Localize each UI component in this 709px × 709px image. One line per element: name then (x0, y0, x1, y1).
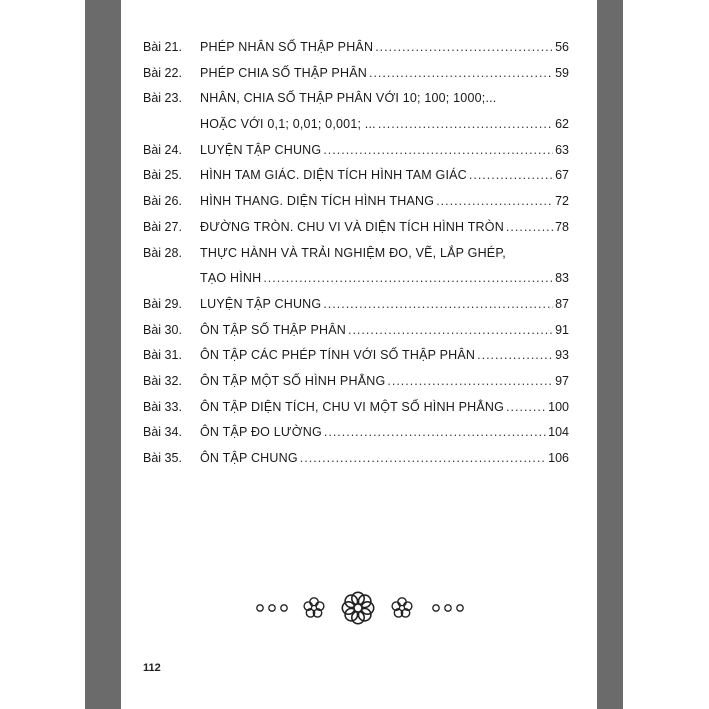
toc-entry-31 (143, 348, 569, 374)
lesson-title: TẠO HÌNH (200, 271, 262, 286)
page-ref: 56 (555, 40, 569, 54)
lesson-number: Bài 34. (143, 425, 182, 440)
page-ref: 59 (555, 65, 569, 80)
toc-entry-30 (143, 323, 569, 349)
lesson-title: LUYỆN TẬP CHUNG (200, 296, 322, 311)
lesson-title: HÌNH TAM GIÁC. DIỆN TÍCH HÌNH TAM GIÁC (200, 168, 467, 183)
dot-leader (506, 220, 553, 234)
lesson-title: ĐƯỜNG TRÒN. CHU VI VÀ DIỆN TÍCH HÌNH TRÒN (200, 219, 504, 234)
toc-entry-33 (143, 400, 569, 426)
toc-entry-22 (143, 66, 569, 92)
lesson-title: HÌNH THANG. DIỆN TÍCH HÌNH THANG (200, 194, 435, 209)
lesson-title: THỰC HÀNH VÀ TRẢI NGHIỆM ĐO, VẼ, LẮP GHÉP, (200, 245, 506, 260)
lesson-title: ÔN TẬP MỘT SỐ HÌNH PHẲNG (200, 373, 386, 388)
page-ref: 78 (555, 219, 569, 234)
toc-entry-28-continued (143, 271, 569, 297)
toc-entry-24 (143, 143, 569, 169)
dot-leader (378, 117, 553, 131)
lesson-number: Bài 25. (143, 168, 182, 183)
toc-entry-23 (143, 91, 569, 117)
dot-leader (436, 194, 553, 208)
lesson-title: LUYỆN TẬP CHUNG (200, 142, 322, 157)
page-ref: 91 (555, 322, 569, 337)
lesson-title: NHÂN, CHIA SỐ THẬP PHÂN VỚI 10; 100; 1000;... (200, 91, 497, 106)
page-ref: 97 (555, 373, 569, 388)
dot-leader (323, 297, 553, 311)
dot-leader (387, 374, 553, 388)
toc-entry-27 (143, 220, 569, 246)
lesson-number: Bài 30. (143, 322, 182, 337)
page-ref: 100 (548, 399, 569, 414)
toc-entry-25 (143, 168, 569, 194)
page-ref: 67 (555, 168, 569, 183)
toc-entry-21 (143, 40, 569, 66)
lesson-number: Bài 23. (143, 91, 182, 106)
toc-entry-32 (143, 374, 569, 400)
lesson-number: Bài 22. (143, 65, 182, 80)
page-ref: 106 (548, 451, 569, 465)
left-gray-margin-bar (85, 0, 121, 709)
page-ref: 93 (555, 348, 569, 363)
lesson-title: ÔN TẬP CÁC PHÉP TÍNH VỚI SỐ THẬP PHÂN (200, 348, 476, 363)
lesson-number: Bài 29. (143, 296, 182, 311)
toc-entry-35 (143, 451, 569, 477)
lesson-number: Bài 31. (143, 348, 182, 363)
lesson-number: Bài 32. (143, 373, 182, 388)
lesson-title: PHÉP CHIA SỐ THẬP PHÂN (200, 65, 367, 80)
page-ref: 62 (555, 117, 569, 132)
table-of-contents (143, 40, 569, 477)
dot-leader (263, 271, 553, 285)
lesson-title: ÔN TẬP SỐ THẬP PHÂN (200, 322, 346, 337)
dot-leader (300, 451, 546, 465)
lesson-number: Bài 27. (143, 219, 182, 234)
lesson-number: Bài 33. (143, 399, 182, 414)
lesson-title: ÔN TẬP ĐO LƯỜNG (200, 425, 322, 440)
lesson-number: Bài 24. (143, 142, 182, 157)
page-number: 112 (143, 662, 161, 674)
lesson-number: Bài 26. (143, 194, 182, 209)
lesson-title: PHÉP NHÂN SỐ THẬP PHÂN (200, 40, 374, 54)
toc-entry-26 (143, 194, 569, 220)
dot-leader (375, 40, 553, 54)
page-ref: 87 (555, 296, 569, 311)
dot-leader (369, 66, 553, 80)
page-ref: 104 (548, 425, 569, 440)
dot-leader (324, 425, 546, 439)
right-gray-margin-bar (597, 0, 623, 709)
dot-leader (477, 348, 553, 362)
lesson-title: ÔN TẬP DIỆN TÍCH, CHU VI MỘT SỐ HÌNH PHẲNG (200, 399, 505, 414)
lesson-title: HOẶC VỚI 0,1; 0,01; 0,001; ... (200, 117, 376, 132)
dot-leader (348, 323, 553, 337)
page-ref: 83 (555, 271, 569, 286)
dot-leader (469, 168, 553, 182)
page-ref: 63 (555, 142, 569, 157)
flower-circles-ornament-icon (250, 588, 470, 628)
lesson-title: ÔN TẬP CHUNG (200, 451, 298, 465)
toc-entry-28 (143, 246, 569, 272)
lesson-number: Bài 21. (143, 40, 182, 54)
dot-leader (506, 400, 546, 414)
lesson-number: Bài 28. (143, 245, 182, 260)
toc-entry-34 (143, 425, 569, 451)
lesson-number: Bài 35. (143, 451, 182, 465)
dot-leader (323, 143, 553, 157)
page-ref: 72 (555, 194, 569, 209)
toc-entry-23-continued (143, 117, 569, 143)
toc-entry-29 (143, 297, 569, 323)
